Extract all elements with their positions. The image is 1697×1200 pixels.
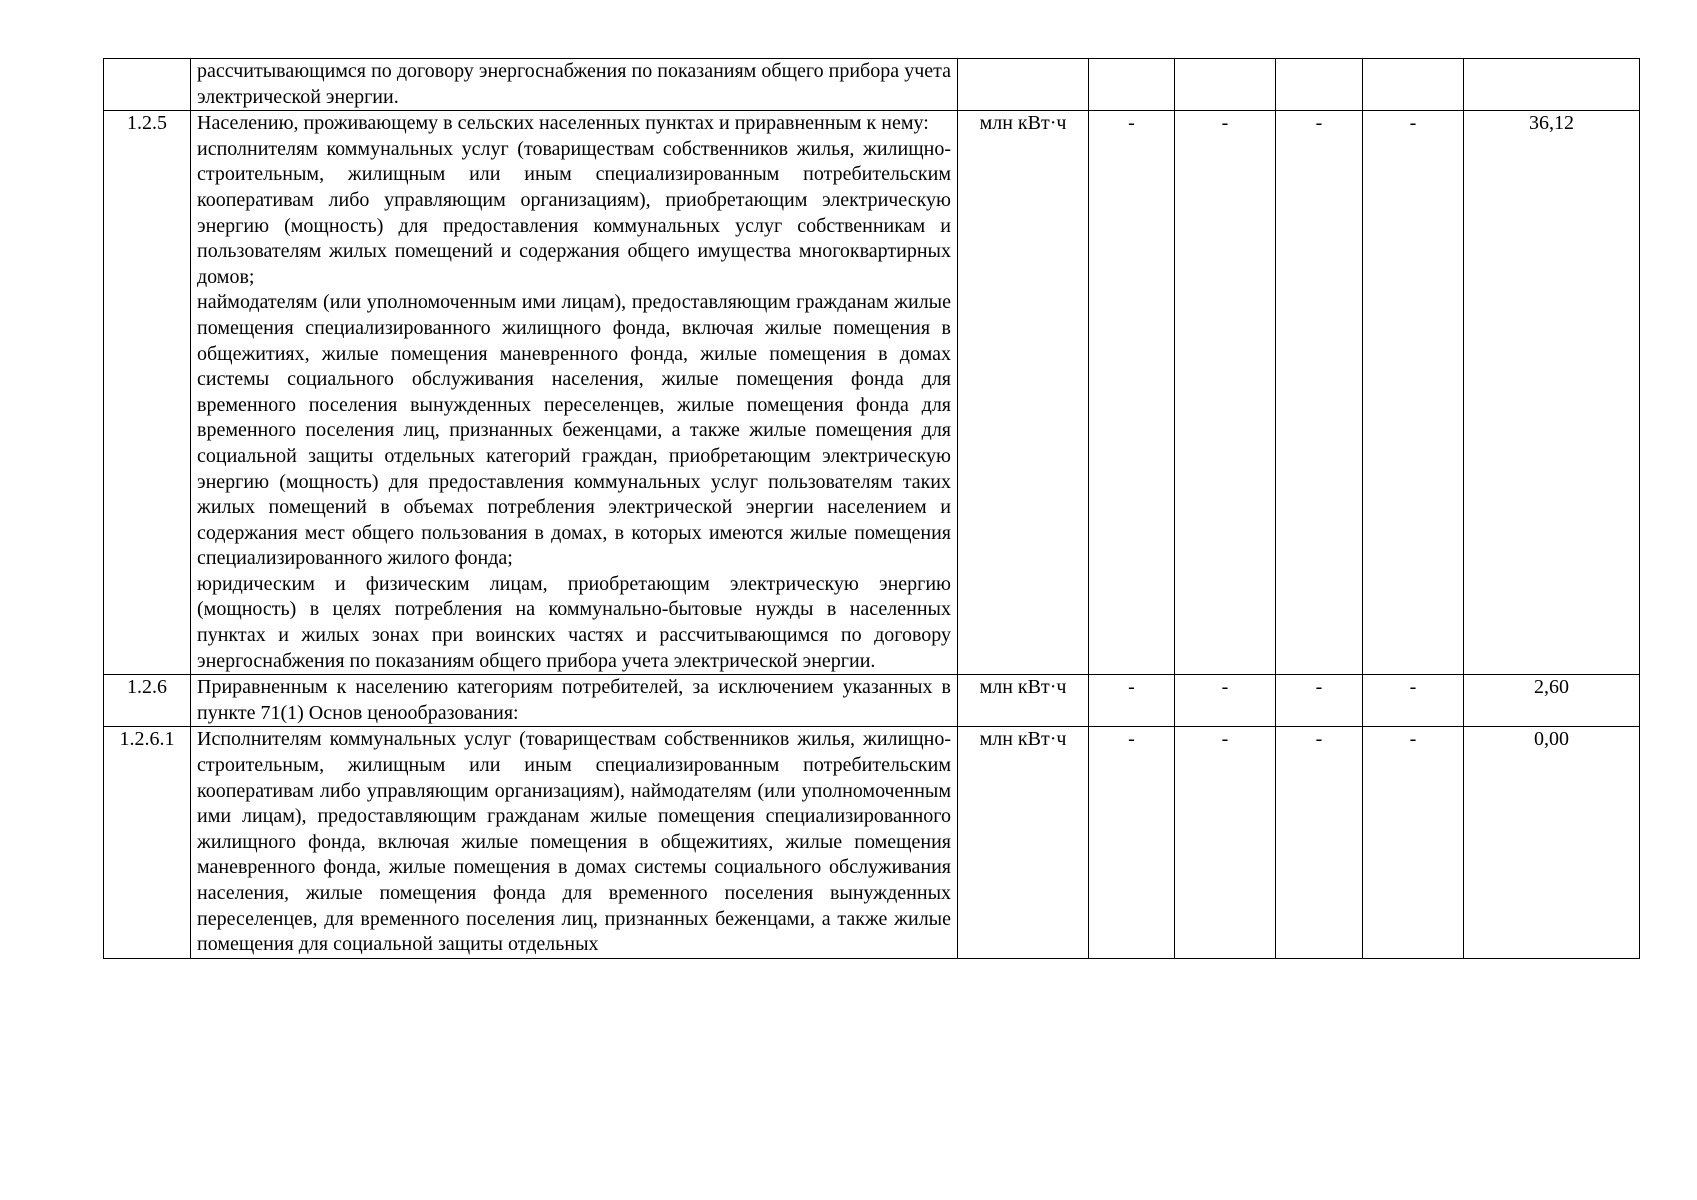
value-cell [1175, 59, 1276, 111]
description-paragraph: Населению, проживающему в сельских населенных пунктах и приравненным к нему: [197, 112, 929, 135]
row-number-cell [104, 59, 191, 111]
tariff-volume-table [103, 58, 1640, 959]
value-cell: - [1276, 727, 1363, 958]
value-cell [1363, 59, 1464, 111]
description-paragraph: исполнителям коммунальных услуг (товариществам собственников жилья, жилищно-строительным, жилищным или иным специализированным потребительским кооперативам либо управляющим организациям), приобретающим электрическую энергию (мощность) для предоставления коммунальных услуг собственникам и пользователям жилых помещений и содержания общего имущества многоквартирных домов; [197, 137, 951, 288]
value-cell [1089, 59, 1175, 111]
description-paragraph: рассчитывающимся по договору энергоснабжения по показаниям общего прибора учета электрической энергии. [197, 60, 951, 108]
value-cell: - [1363, 727, 1464, 958]
total-value-cell: 36,12 [1464, 111, 1640, 675]
unit-cell: млн кВт·ч [958, 675, 1089, 727]
value-cell [1276, 59, 1363, 111]
table-row [104, 727, 1640, 958]
value-cell: - [1175, 111, 1276, 675]
total-value-cell: 0,00 [1464, 727, 1640, 958]
value-cell: - [1089, 727, 1175, 958]
value-cell: - [1089, 675, 1175, 727]
value-cell: - [1175, 727, 1276, 958]
value-cell: - [1276, 675, 1363, 727]
description-paragraph: Приравненным к населению категориям потребителей, за исключением указанных в пункте 71(1) Основ ценообразования: [197, 676, 951, 724]
row-description-cell [191, 675, 958, 727]
total-value-cell [1464, 59, 1640, 111]
description-paragraph: наймодателям (или уполномоченным ими лицам), предоставляющим гражданам жилые помещения специализированного жилищного фонда, включая жилые помещения в общежитиях, жилые помещения маневренного фонда, жилые помещения в домах системы социального обслуживания населения, жилые помещения фонда для временного поселения вынужденных переселенцев, жилые помещения фонда для временного поселения лиц, признанных беженцами, а также жилые помещения для социальной защиты отдельных категорий граждан, приобретающим электрическую энергию (мощность) для предоставления коммунальных услуг пользователям таких жилых помещений в объемах потребления электрической энергии населением и содержания мест общего пользования в домах, в которых имеются жилые помещения специализированного жилого фонда; [197, 291, 951, 570]
description-paragraph: юридическим и физическим лицам, приобретающим электрическую энергию (мощность) в целях потребления на коммунально-бытовые нужды в населенных пунктах и жилых зонах при воинских частях и рассчитывающимся по договору энергоснабжения по показаниям общего прибора учета электрической энергии. [197, 572, 951, 672]
unit-cell: млн кВт·ч [958, 727, 1089, 958]
value-cell: - [1363, 111, 1464, 675]
table-row [104, 59, 1640, 111]
row-number-cell: 1.2.5 [104, 111, 191, 675]
value-cell: - [1363, 675, 1464, 727]
value-cell: - [1175, 675, 1276, 727]
row-number-cell: 1.2.6.1 [104, 727, 191, 958]
table-row [104, 675, 1640, 727]
value-cell: - [1276, 111, 1363, 675]
unit-cell [958, 59, 1089, 111]
table-row [104, 111, 1640, 675]
row-description-cell [191, 59, 958, 111]
value-cell: - [1089, 111, 1175, 675]
row-description-cell [191, 727, 958, 958]
unit-cell: млн кВт·ч [958, 111, 1089, 675]
row-description-cell [191, 111, 958, 675]
row-number-cell: 1.2.6 [104, 675, 191, 727]
description-paragraph: Исполнителям коммунальных услуг (товариществам собственников жилья, жилищно-строительным, жилищным или иным специализированным потребительским кооперативам либо управляющим организациям), наймодателям (или уполномоченным ими лицам), предоставляющим гражданам жилые помещения специализированного жилищного фонда, включая жилые помещения в общежитиях, жилые помещения маневренного фонда, жилые помещения в домах системы социального обслуживания населения, жилые помещения фонда для временного поселения вынужденных переселенцев, для временного поселения лиц, признанных беженцами, а также жилые помещения для социальной защиты отдельных [197, 728, 951, 956]
total-value-cell: 2,60 [1464, 675, 1640, 727]
